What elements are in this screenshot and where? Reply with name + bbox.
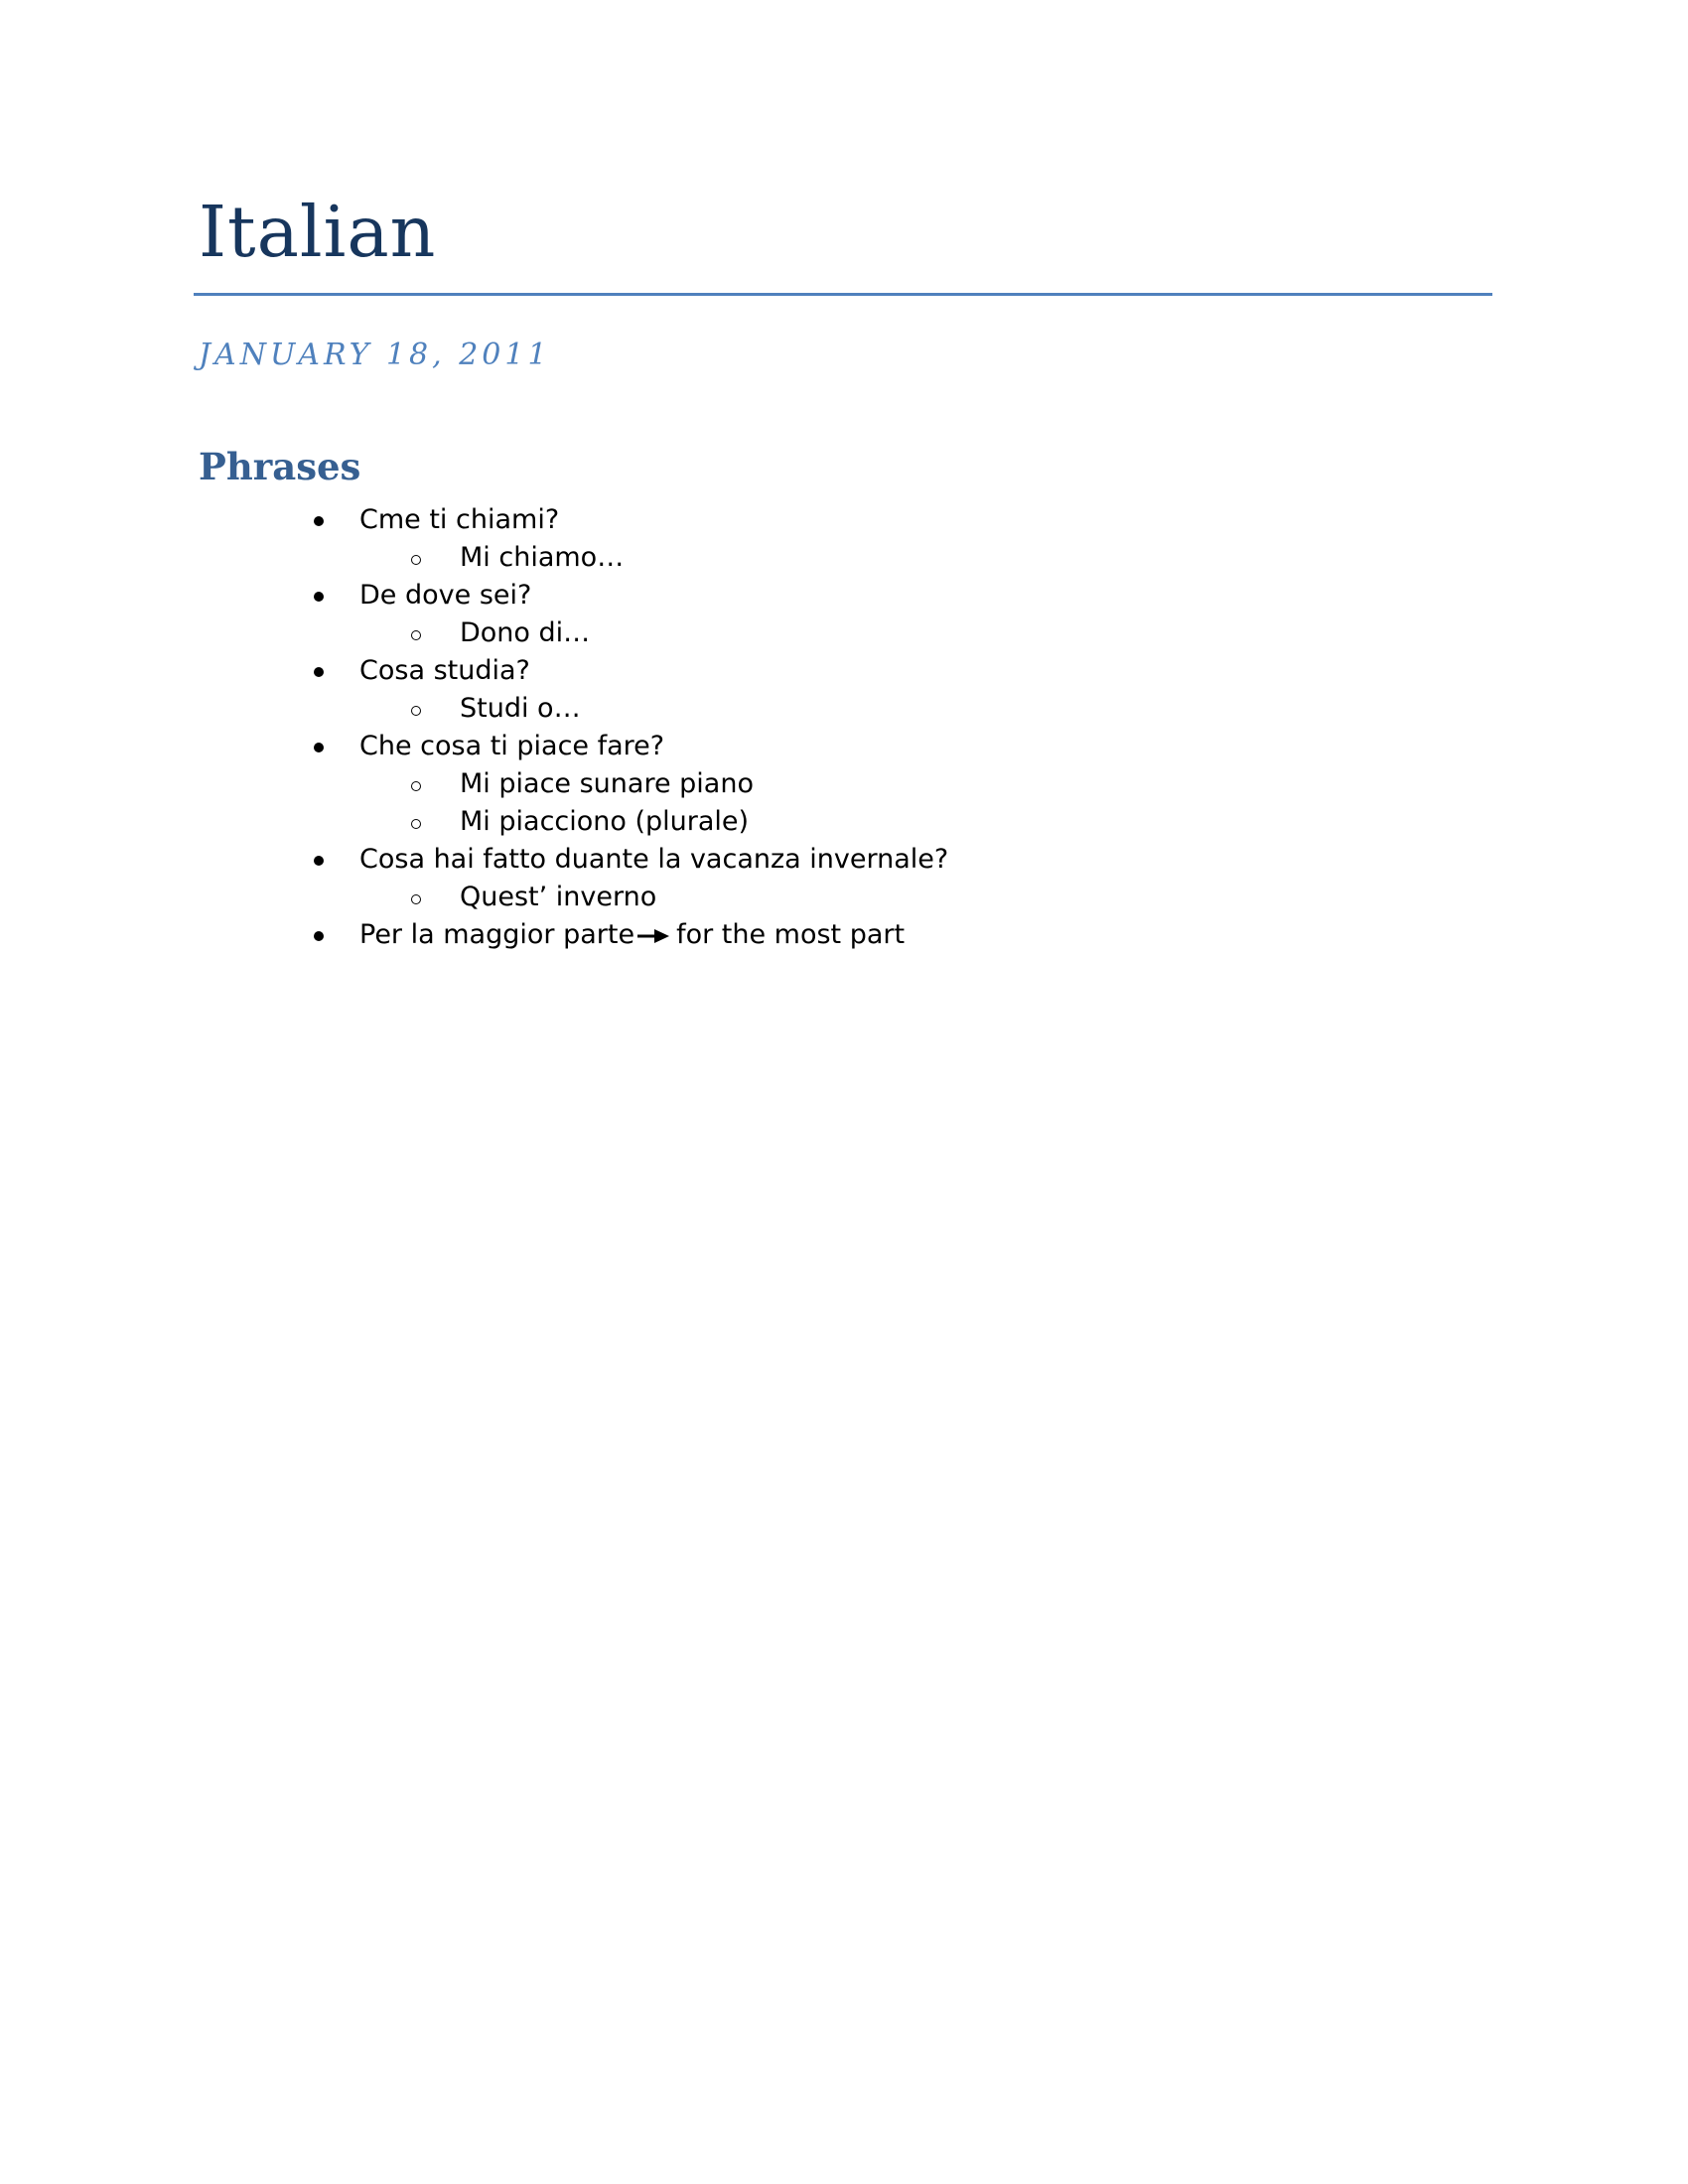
list-item [0,841,1688,879]
hollow-bullet-icon [411,706,421,716]
sub-list-item [0,539,1688,577]
bullet-icon [314,592,324,602]
sub-list-item [0,879,1688,916]
title-underline-rule [194,293,1492,296]
sub-list-item-text: Mi piace sunare piano [460,768,754,799]
list-item [0,501,1688,539]
list-item [0,652,1688,690]
sub-list-item [0,690,1688,728]
list-item-text [359,916,905,954]
list-item-text-after-arrow: for the most part [676,919,906,950]
bullet-icon [314,667,324,677]
hollow-bullet-icon [411,894,421,904]
document-date: JANUARY 18, 2011 [199,338,551,372]
sub-list-item [0,803,1688,841]
sub-list-item-text: Mi piacciono (plurale) [460,806,750,837]
list-item-text: Cosa studia? [359,655,530,686]
sub-list-item [0,614,1688,652]
sub-list-item-text: Studi o… [460,693,581,724]
bullet-icon [314,931,324,941]
list-item-text: Cosa hai fatto duante la vacanza invernale? [359,844,949,875]
phrase-list [0,501,1688,954]
sub-list-item-text: Quest’ inverno [460,882,657,912]
list-item-text-before-arrow: Per la maggior parte [359,919,635,950]
hollow-bullet-icon [411,630,421,640]
sub-list-item-text: Dono di… [460,617,591,648]
list-item [0,728,1688,765]
list-item-text: Cme ti chiami? [359,504,560,535]
list-item-text: De dove sei? [359,580,532,611]
sub-list-item [0,765,1688,803]
section-heading: Phrases [199,445,361,488]
list-item-text: Che cosa ti piace fare? [359,731,665,761]
bullet-icon [314,516,324,526]
list-item [0,577,1688,614]
right-arrow-icon [636,926,670,946]
hollow-bullet-icon [411,555,421,565]
bullet-icon [314,743,324,752]
bullet-icon [314,856,324,866]
document-title: Italian [199,191,437,273]
sub-list-item-text: Mi chiamo… [460,542,625,573]
hollow-bullet-icon [411,819,421,829]
hollow-bullet-icon [411,781,421,791]
list-item [0,916,1688,954]
